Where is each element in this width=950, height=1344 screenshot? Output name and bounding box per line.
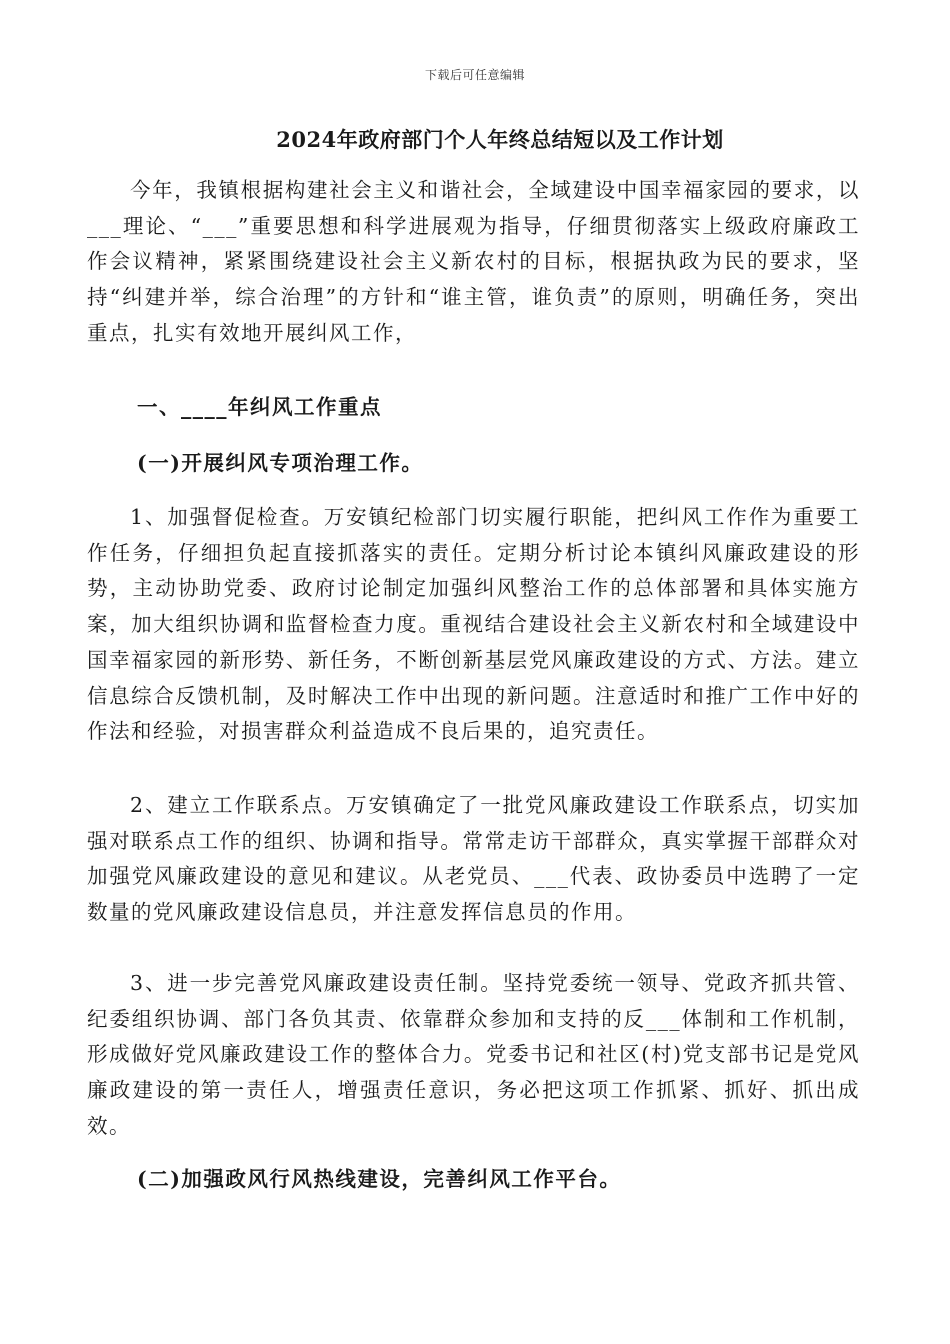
section-heading-1: 一、____年纠风工作重点	[137, 395, 382, 419]
document-title: 2024年政府部门个人年终总结短以及工作计划	[276, 127, 724, 152]
subsection-heading-1: (一)开展纠风专项治理工作。	[137, 451, 424, 475]
header-note: 下载后可任意编辑	[424, 68, 525, 82]
item-paragraph-2: 2、建立工作联系点。万安镇确定了一批党风廉政建设工作联系点，切实加强对联系点工作的组织、协调和指导。常常走访干部群众，真实掌握干部群众对加强党风廉政建设的意见和建议。从老党员、___代表、政协委员中选聘了一定数量的党风廉政建设信息员，并注意发挥信息员的作用。	[87, 793, 860, 925]
item-paragraph-1: 1、加强督促检查。万安镇纪检部门切实履行职能，把纠风工作作为重要工作任务，仔细担负起直接抓落实的责任。定期分析讨论本镇纠风廉政建设的形势，主动协助党委、政府讨论制定加强纠风整治工作的总体部署和具体实施方案，加大组织协调和监督检查力度。重视结合建设社会主义新农村和全域建设中国幸福家园的新形势、新任务，不断创新基层党风廉政建设的方式、方法。建立信息综合反馈机制，及时解决工作中出现的新问题。注意适时和推广工作中好的作法和经验，对损害群众利益造成不良后果的，追究责任。	[87, 505, 860, 744]
subsection-heading-2: (二)加强政风行风热线建设，完善纠风工作平台。	[137, 1167, 622, 1191]
item-paragraph-3: 3、进一步完善党风廉政建设责任制。坚持党委统一领导、党政齐抓共管、纪委组织协调、部门各负其责、依靠群众参加和支持的反___体制和工作机制，形成做好党风廉政建设工作的整体合力。党委书记和社区(村)党支部书记是党风廉政建设的第一责任人，增强责任意识，务必把这项工作抓紧、抓好、抓出成效。	[87, 971, 860, 1138]
intro-paragraph: 今年，我镇根据构建社会主义和谐社会，全域建设中国幸福家园的要求，以___理论、“___”重要思想和科学进展观为指导，仔细贯彻落实上级政府廉政工作会议精神，紧紧围绕建设社会主义新农村的目标，根据执政为民的要求，坚持“纠建并举，综合治理”的方针和“谁主管，谁负责”的原则，明确任务，突出重点，扎实有效地开展纠风工作，	[87, 178, 860, 345]
